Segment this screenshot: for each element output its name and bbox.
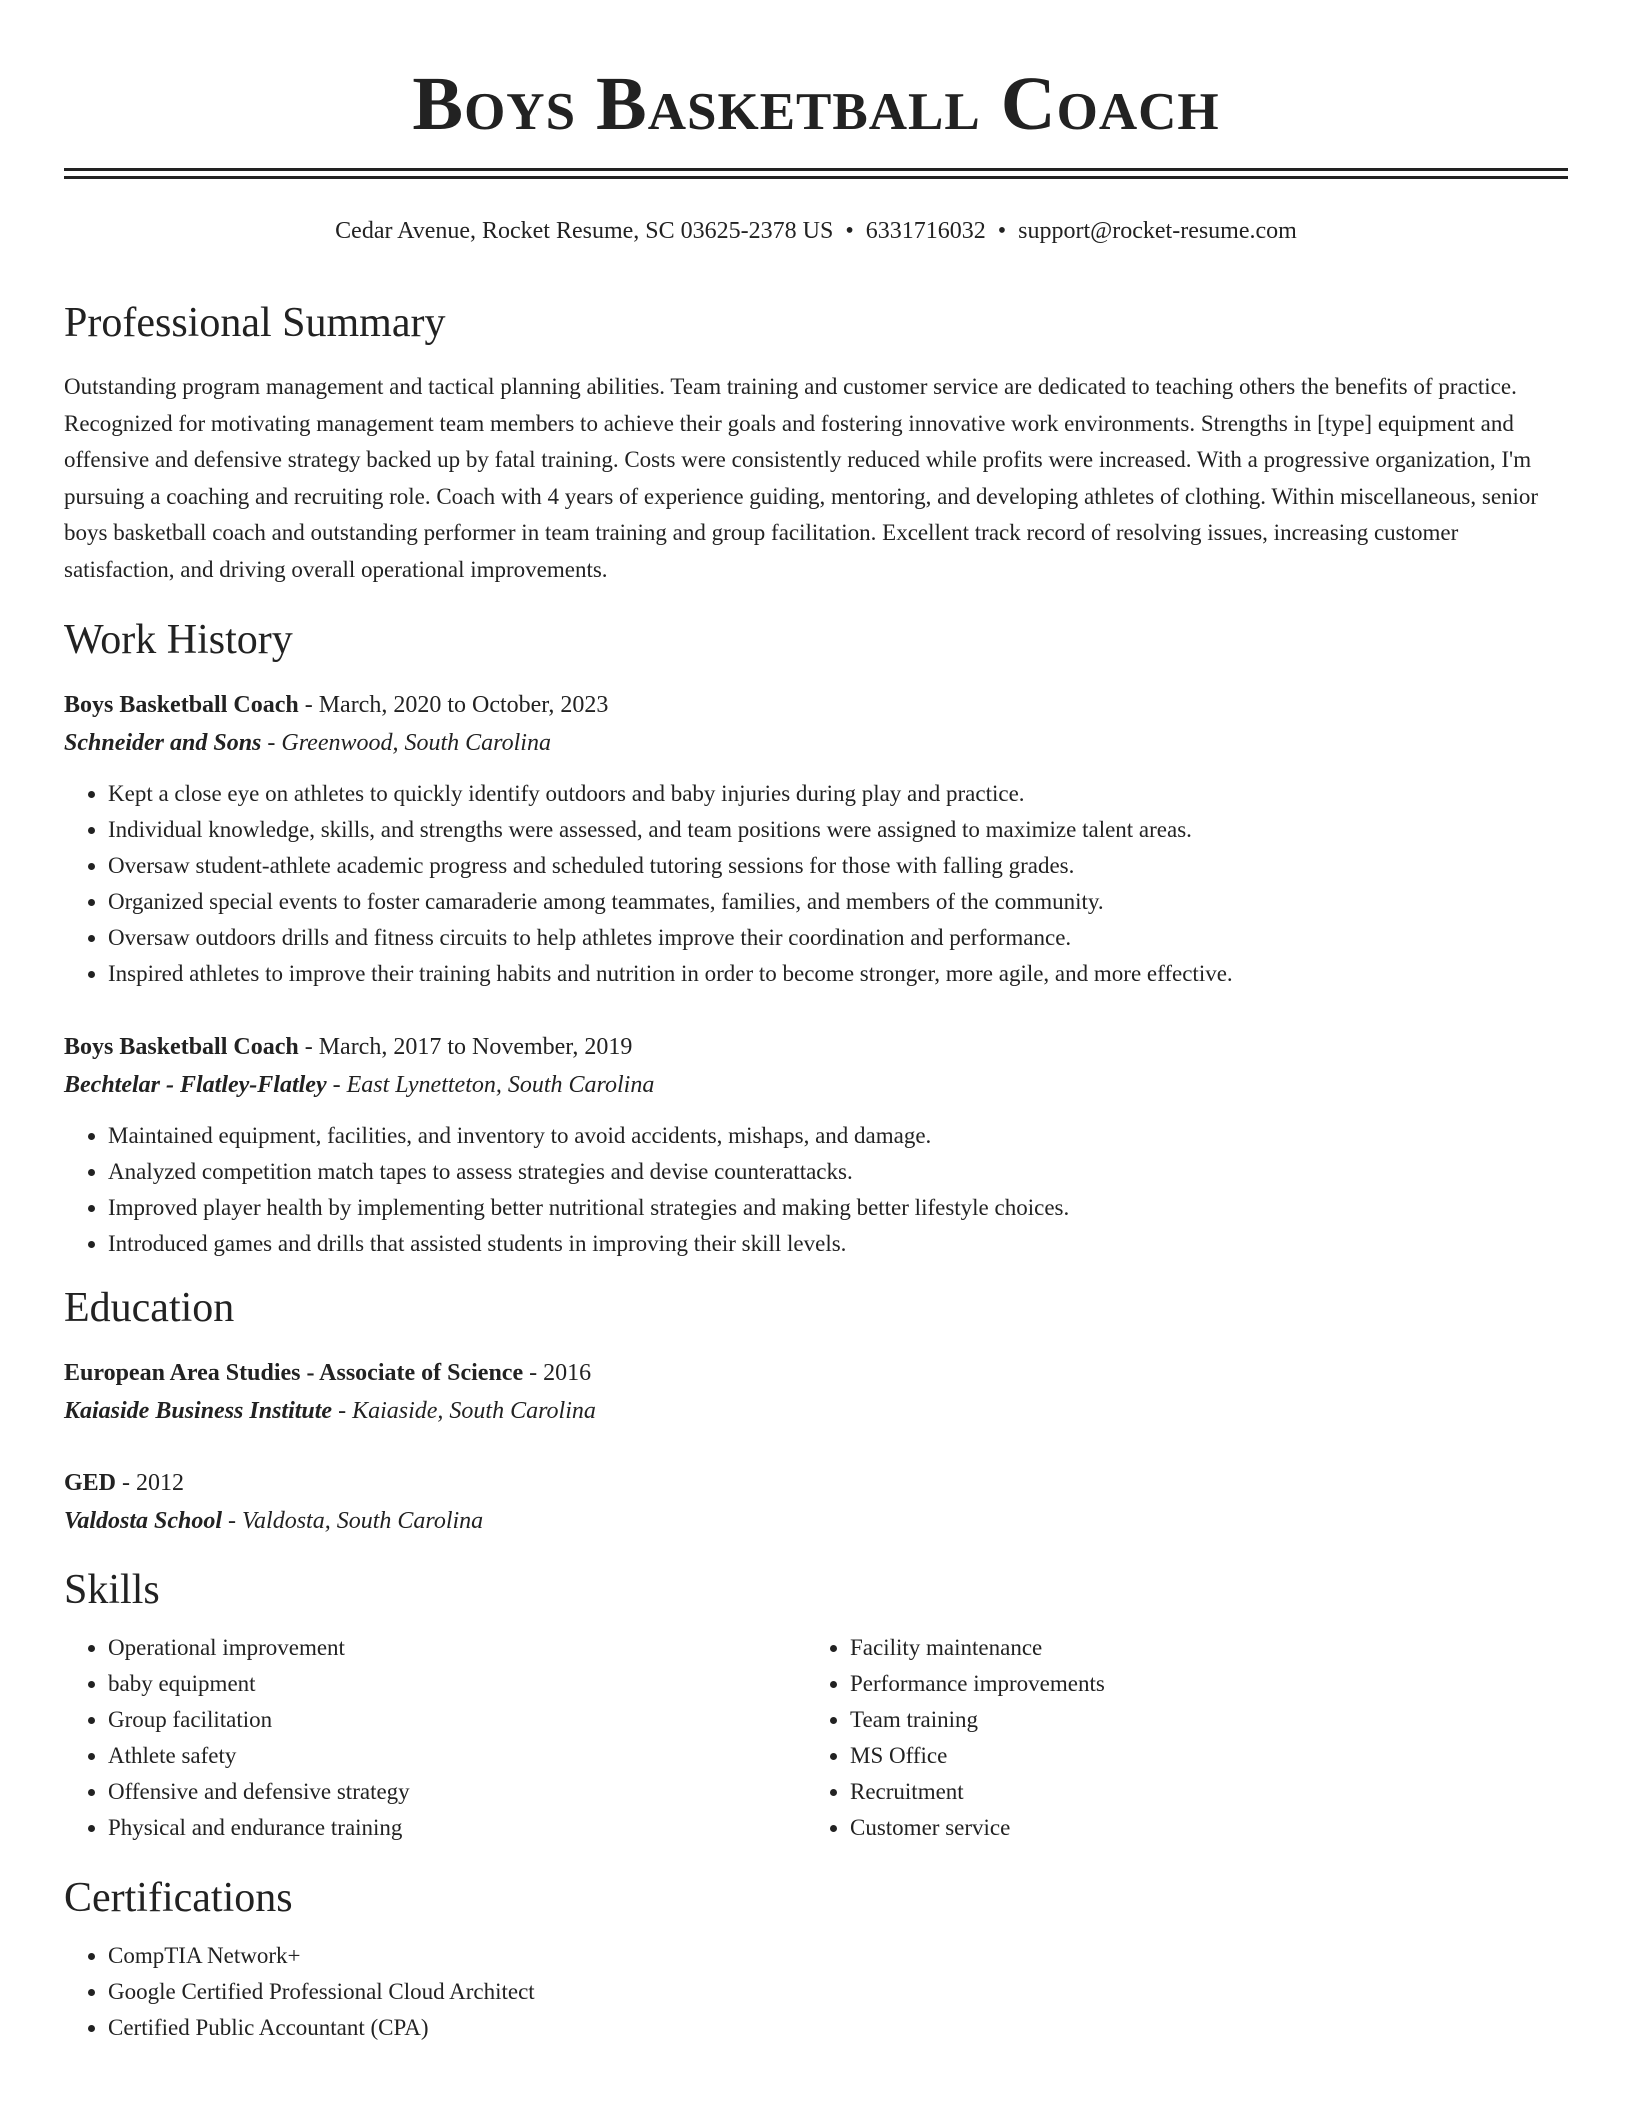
resume-title: Boys Basketball Coach bbox=[412, 62, 1220, 146]
work-history-heading: Work History bbox=[64, 617, 293, 663]
contact-separator: • bbox=[997, 218, 1007, 244]
skills-column-right bbox=[806, 1630, 1548, 1846]
job-dates: - March, 2020 to October, 2023 bbox=[298, 692, 609, 718]
job-bullet: • Individual knowledge, skills, and strengths were assessed, and team positions were assigned to maximize talent areas. bbox=[108, 812, 1568, 848]
certifications-heading: Certifications bbox=[64, 1875, 293, 1921]
skill-item: • Offensive and defensive strategy bbox=[108, 1774, 806, 1810]
job-company: Bechtelar - Flatley-Flatley bbox=[64, 1072, 327, 1098]
summary-heading: Professional Summary bbox=[64, 300, 446, 346]
skill-item: • Facility maintenance bbox=[850, 1630, 1548, 1666]
education-heading: Education bbox=[64, 1285, 235, 1331]
summary-text: Outstanding program management and tactical planning abilities. Team training and customer service are dedicated to teaching others the benefits of practice. Recognized for motivating management team members to achieve their goals and fostering innovative work environments. Strengths in [type] equipment and offensive and defensive strategy backed up by fatal training. Costs were consistently reduced while profits were increased. With a progressive organization, I'm pursuing a coaching and recruiting role. Coach with 4 years of experience guiding, mentoring, and developing athletes of clothing. Within miscellaneous, senior boys basketball coach and outstanding performer in team training and group facilitation. Excellent track record of resolving issues, increasing customer satisfaction, and driving overall operational improvements. bbox=[64, 374, 1539, 582]
certification-item: • Google Certified Professional Cloud Architect bbox=[108, 1974, 1568, 2010]
job-bullet: • Introduced games and drills that assisted students in improving their skill levels. bbox=[108, 1226, 1568, 1262]
skills-heading: Skills bbox=[64, 1567, 160, 1613]
education-location: - Valdosta, South Carolina bbox=[222, 1508, 484, 1534]
certification-item: • CompTIA Network+ bbox=[108, 1938, 1568, 1974]
job-bullet: • Maintained equipment, facilities, and inventory to avoid accidents, mishaps, and damage. bbox=[108, 1118, 1568, 1154]
job-bullet: • Oversaw outdoors drills and fitness circuits to help athletes improve their coordination and performance. bbox=[108, 920, 1568, 956]
skill-item: • baby equipment bbox=[108, 1666, 806, 1702]
education-year: - 2012 bbox=[116, 1470, 185, 1496]
skill-item: • MS Office bbox=[850, 1738, 1548, 1774]
contact-separator: • bbox=[845, 218, 854, 244]
education-school-line bbox=[64, 1502, 1568, 1540]
skills-list bbox=[806, 1630, 1548, 1846]
skills-column-left bbox=[64, 1630, 806, 1846]
skill-item: • Performance improvements bbox=[850, 1666, 1548, 1702]
job-title: Boys Basketball Coach bbox=[64, 1034, 299, 1060]
contact-phone: 6331716032 bbox=[865, 218, 986, 244]
job-company-line bbox=[64, 1066, 1568, 1104]
education-school: Kaiaside Business Institute bbox=[64, 1398, 333, 1424]
skill-item: • Operational improvement bbox=[108, 1630, 806, 1666]
job-company: Schneider and Sons bbox=[64, 730, 262, 756]
job-entry bbox=[64, 1028, 1568, 1262]
education-location: - Kaiaside, South Carolina bbox=[332, 1398, 596, 1424]
job-dates: - March, 2017 to November, 2019 bbox=[298, 1034, 633, 1060]
education-year: - 2016 bbox=[523, 1360, 592, 1386]
education-degree: European Area Studies - Associate of Science bbox=[64, 1360, 524, 1386]
job-bullets bbox=[64, 1118, 1568, 1262]
skill-item: • Physical and endurance training bbox=[108, 1810, 806, 1846]
skills-list bbox=[64, 1630, 806, 1846]
skill-item: • Team training bbox=[850, 1702, 1548, 1738]
contact-email: support@rocket-resume.com bbox=[1018, 218, 1297, 244]
education-degree: GED bbox=[64, 1470, 117, 1496]
job-bullet: • Organized special events to foster camaraderie among teammates, families, and members of the community. bbox=[108, 884, 1568, 920]
job-bullet: • Kept a close eye on athletes to quickly identify outdoors and baby injuries during play and practice. bbox=[108, 776, 1568, 812]
education-school-line bbox=[64, 1392, 1568, 1430]
title-divider bbox=[64, 168, 1568, 179]
certification-item: • Certified Public Accountant (CPA) bbox=[108, 2010, 1568, 2046]
job-bullet: • Oversaw student-athlete academic progress and scheduled tutoring sessions for those with falling grades. bbox=[108, 848, 1568, 884]
job-bullet: • Analyzed competition match tapes to assess strategies and devise counterattacks. bbox=[108, 1154, 1568, 1190]
contact-address: Cedar Avenue, Rocket Resume, SC 03625-2378 US bbox=[335, 218, 834, 244]
education-entry bbox=[64, 1354, 1568, 1430]
education-entry bbox=[64, 1464, 1568, 1540]
job-title-line bbox=[64, 686, 1568, 724]
contact-line bbox=[64, 215, 1568, 247]
certifications-list bbox=[64, 1938, 1568, 2046]
education-degree-line bbox=[64, 1354, 1568, 1392]
job-bullet: • Inspired athletes to improve their training habits and nutrition in order to become stronger, more agile, and more effective. bbox=[108, 956, 1568, 992]
skill-item: • Athlete safety bbox=[108, 1738, 806, 1774]
job-location: - Greenwood, South Carolina bbox=[261, 730, 551, 756]
education-school: Valdosta School bbox=[64, 1508, 223, 1534]
job-company-line bbox=[64, 724, 1568, 762]
job-location: - East Lynetteton, South Carolina bbox=[326, 1072, 655, 1098]
job-bullet: • Improved player health by implementing better nutritional strategies and making better lifestyle choices. bbox=[108, 1190, 1568, 1226]
skill-item: • Recruitment bbox=[850, 1774, 1548, 1810]
skill-item: • Group facilitation bbox=[108, 1702, 806, 1738]
skill-item: • Customer service bbox=[850, 1810, 1548, 1846]
job-bullets bbox=[64, 776, 1568, 992]
job-title-line bbox=[64, 1028, 1568, 1066]
skills-grid bbox=[64, 1630, 1568, 1846]
education-degree-line bbox=[64, 1464, 1568, 1502]
job-title: Boys Basketball Coach bbox=[64, 692, 299, 718]
job-entry bbox=[64, 686, 1568, 992]
